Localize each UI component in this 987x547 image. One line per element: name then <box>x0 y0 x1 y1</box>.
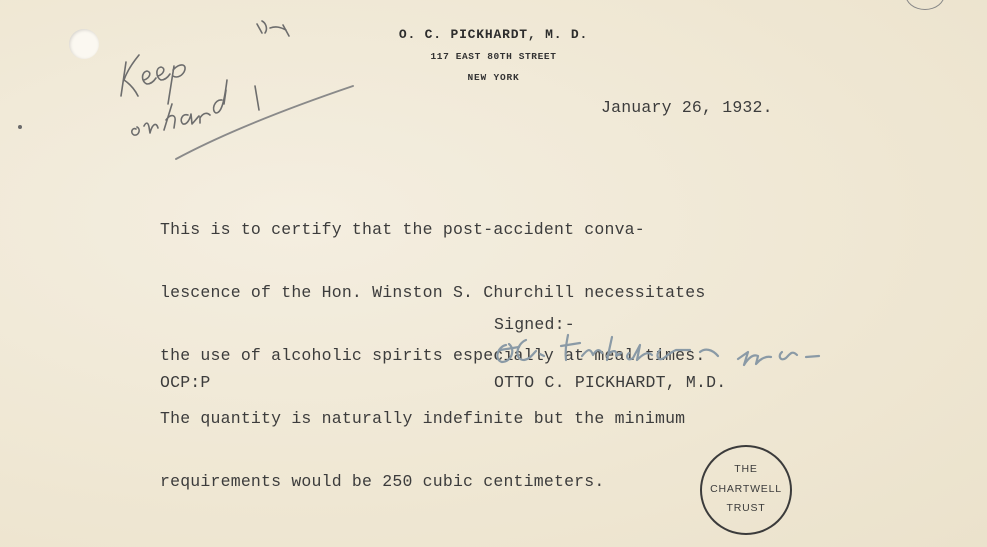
initials: OCP:P <box>160 373 211 392</box>
body-line: The quantity is naturally indefinite but the minimum <box>160 409 686 428</box>
body-line: requirements would be 250 cubic centimeters. <box>160 472 605 491</box>
letterhead-address: 117 EAST 80TH STREET <box>430 51 557 62</box>
typed-name: OTTO C. PICKHARDT, M.D. <box>494 373 727 392</box>
body-line: lescence of the Hon. Winston S. Churchill necessitates <box>160 283 706 302</box>
letterhead-name: O. C. PICKHARDT, M. D. <box>398 27 589 42</box>
stamp-line: THE <box>734 463 758 475</box>
chartwell-trust-stamp <box>700 445 792 535</box>
signed-label: Signed:- <box>494 315 575 334</box>
letterhead-city: NEW YORK <box>467 72 520 83</box>
stamp-line: TRUST <box>726 502 766 514</box>
letter-date: January 26, 1932. <box>601 98 773 117</box>
body-line: the use of alcoholic spirits especially at meal times. <box>160 346 706 365</box>
stamp-line: CHARTWELL <box>710 483 782 495</box>
body-line: This is to certify that the post-accident conva- <box>160 220 645 239</box>
